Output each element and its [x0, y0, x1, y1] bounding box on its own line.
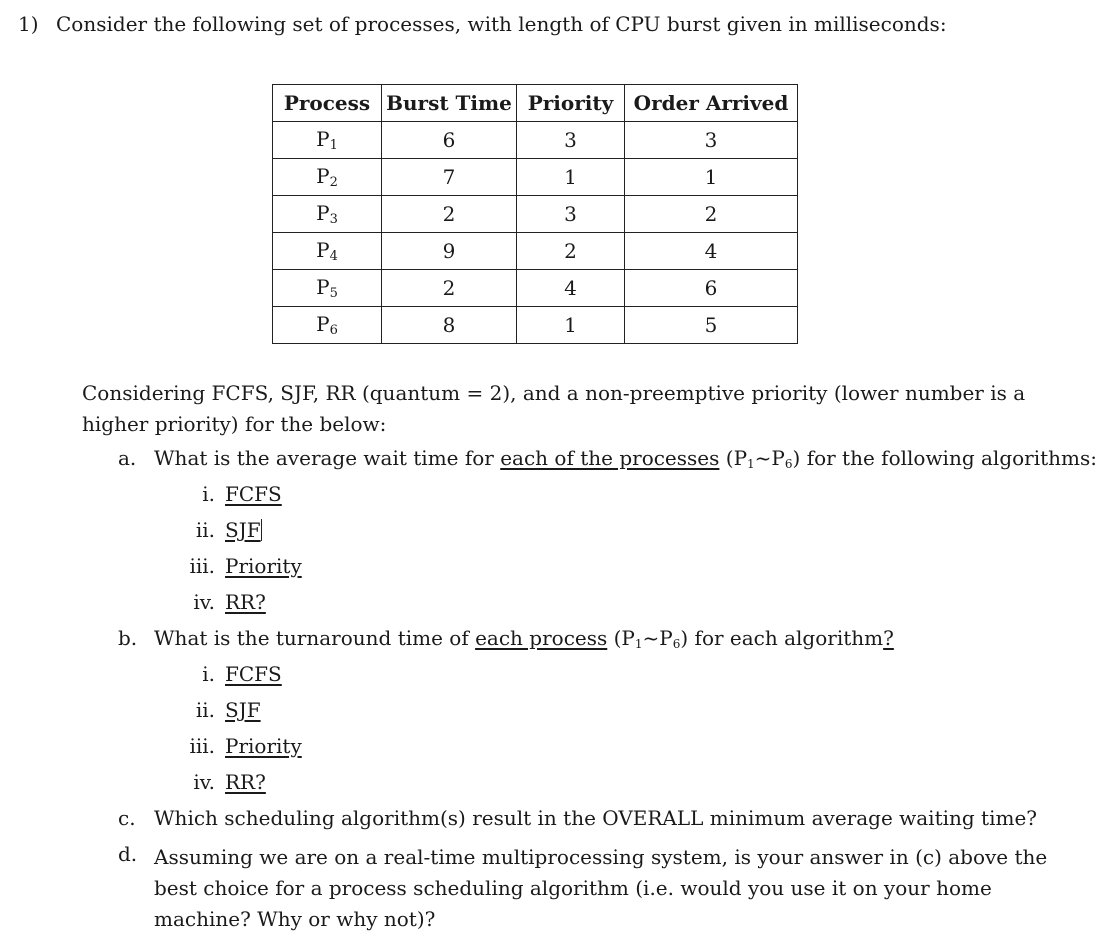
- cell-process: $P_1$: [273, 122, 382, 159]
- part-a-item: iv. RR?: [193, 590, 266, 614]
- table-row: [273, 270, 798, 307]
- cell-order: 5: [625, 307, 798, 344]
- cell-process: $P_5$: [273, 270, 382, 307]
- cell-order: 3: [625, 122, 798, 159]
- table-row: [273, 307, 798, 344]
- cell-burst: 2: [382, 196, 517, 233]
- cell-process: $P_3$: [273, 196, 382, 233]
- cell-priority: 3: [517, 196, 625, 233]
- header-order-arrived: Order Arrived: [625, 85, 798, 122]
- table-row: [273, 233, 798, 270]
- cell-priority: 3: [517, 122, 625, 159]
- cell-burst: 9: [382, 233, 517, 270]
- cell-process: $P_6$: [273, 307, 382, 344]
- cell-priority: 2: [517, 233, 625, 270]
- cell-process: $P_2$: [273, 159, 382, 196]
- part-a-question: a. What is the average wait time for each of the processes $(P_1\sim P_6)$ for the following algorithms:: [118, 446, 1098, 471]
- cell-burst: 6: [382, 122, 517, 159]
- process-table: [272, 84, 798, 344]
- part-b-item: iii. Priority: [189, 734, 302, 758]
- cell-burst: 7: [382, 159, 517, 196]
- part-a-item: iii. Priority: [189, 554, 302, 578]
- part-a-underlined: each of the processes: [500, 446, 720, 470]
- part-b-letter: b.: [118, 626, 138, 650]
- table-row: [273, 196, 798, 233]
- cell-process: $P_4$: [273, 233, 382, 270]
- part-a-item: i. FCFS: [202, 482, 282, 506]
- part-b-question: b. What is the turnaround time of each process $(P_1\sim P_6)$ for each algorithm?: [118, 626, 894, 651]
- cell-priority: 4: [517, 270, 625, 307]
- part-c-letter: c.: [118, 806, 136, 830]
- cell-order: 6: [625, 270, 798, 307]
- cell-order: 2: [625, 196, 798, 233]
- part-d-letter: d.: [118, 842, 138, 866]
- part-c-question: c. Which scheduling algorithm(s) result in the OVERALL minimum average waiting time?: [118, 806, 1038, 830]
- header-burst-time: Burst Time: [382, 85, 517, 122]
- intro-paragraph: Considering FCFS, SJF, RR (quantum = 2), and a non-preemptive priority (lower number is a higher priority) for the below:: [82, 381, 1026, 436]
- part-b-item: iv. RR?: [193, 770, 266, 794]
- cell-order: 4: [625, 233, 798, 270]
- part-b-item: ii. SJF: [195, 698, 261, 722]
- part-d-question: Assuming we are on a real-time multiprocessing system, is your answer in (c) above the best choice for a process scheduling algorithm (i.e. would you use it on your home machine? Why or why not)?: [154, 845, 1048, 931]
- cell-burst: 8: [382, 307, 517, 344]
- text-cursor: [261, 519, 262, 541]
- table-header-row: [273, 85, 798, 122]
- question-number: 1): [18, 12, 39, 36]
- table-row: [273, 159, 798, 196]
- cell-priority: 1: [517, 159, 625, 196]
- header-priority: Priority: [517, 85, 625, 122]
- question-text: Consider the following set of processes, with length of CPU burst given in milliseconds:: [56, 12, 947, 36]
- header-process: Process: [273, 85, 382, 122]
- part-b-item: i. FCFS: [202, 662, 282, 686]
- part-a-item: ii. SJF: [195, 518, 261, 542]
- cell-order: 1: [625, 159, 798, 196]
- table-row: [273, 122, 798, 159]
- cell-burst: 2: [382, 270, 517, 307]
- cell-priority: 1: [517, 307, 625, 344]
- question-header: [18, 12, 947, 36]
- part-a-letter: a.: [118, 446, 137, 470]
- part-b-underlined: each process: [475, 626, 608, 650]
